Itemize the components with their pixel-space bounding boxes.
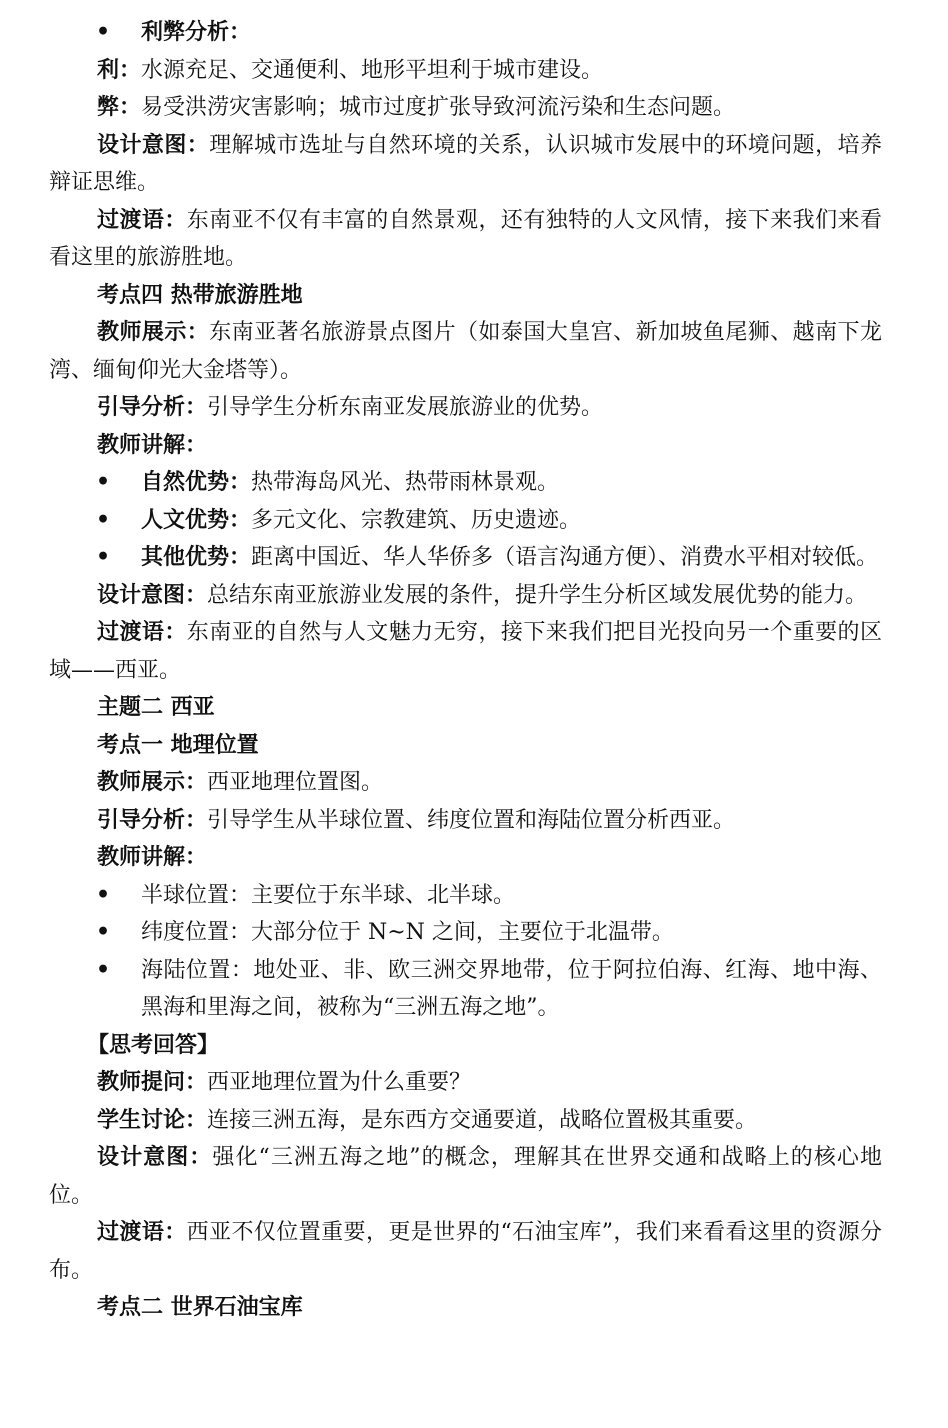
bullet-text: 多元文化、宗教建筑、历史遗迹。 [251,507,582,533]
bullet-label: 其他优势： [141,544,252,570]
para-text: 西亚地理位置为什么重要？ [207,1070,472,1095]
section-heading: 考点二 世界石油宝库 [97,1294,303,1320]
paragraph-pros [49,52,882,90]
bullet-cultural-advantage [49,502,882,540]
bullet-dot: • [96,506,111,533]
para-text: 东南亚不仅有丰富的自然景观，还有独特的人文风情，接下来我们来看看这里的旅游胜地。 [49,207,882,270]
paragraph-transition [49,614,882,689]
para-label: 利： [97,56,142,83]
bullet-text: 半球位置：主要位于东半球、北半球。 [141,882,516,908]
para-text: 总结东南亚旅游业发展的条件，提升学生分析区域发展优势的能力。 [207,582,868,608]
para-label: 学生讨论： [97,1106,208,1133]
bullet-natural-advantage [49,464,882,502]
paragraph-design-intent [49,127,882,202]
para-text: 理解城市选址与自然环境的关系，认识城市发展中的环境问题，培养辩证思维。 [49,132,882,195]
bullet-text: 海陆位置：地处亚、非、欧三洲交界地带，位于阿拉伯海、红海、地中海、黑海和里海之间，被称为“三洲五海之地”。 [141,957,882,1020]
paragraph-teacher-show [49,314,882,389]
paragraph-student-discussion [49,1102,882,1140]
paragraph-guided-analysis [49,802,882,840]
para-text: 西亚不仅位置重要，更是世界的“石油宝库”，我们来看看这里的资源分布。 [49,1220,882,1283]
para-label: 引导分析： [97,806,208,833]
para-text: 强化“三洲五海之地”的概念，理解其在世界交通和战略上的核心地位。 [49,1145,882,1208]
para-text: 连接三洲五海，是东西方交通要道，战略位置极其重要。 [207,1107,758,1133]
para-label: 过渡语： [97,206,187,233]
para-text: 东南亚著名旅游景点图片（如泰国大皇宫、新加坡鱼尾狮、越南下龙湾、缅甸仰光大金塔等）。 [49,320,882,383]
bullet-latitude-position [49,914,882,952]
paragraph-guided-analysis [49,389,882,427]
bullet-text: 距离中国近、华人华侨多（语言沟通方便）、消费水平相对较低。 [251,545,879,570]
bullet-text: 纬度位置：大部分位于 N~N 之间，主要位于北温带。 [141,920,674,945]
paragraph-teacher-question [49,1064,882,1102]
para-label: 设计意图： [97,581,208,608]
paragraph-teacher-explain [49,427,882,465]
bullet-dot: • [96,956,111,983]
paragraph-design-intent [49,577,882,615]
paragraph-transition [49,202,882,277]
para-text: 西亚地理位置图。 [207,770,384,795]
paragraph-transition [49,1214,882,1289]
think-answer-heading: 【思考回答】 [87,1031,220,1058]
bullet-dot: • [96,881,111,908]
paragraph-cons [49,89,882,127]
bullet-dot: • [96,19,111,45]
bullet-dot: • [96,919,111,945]
bullet-text: 热带海岛风光、热带雨林景观。 [251,470,560,495]
bullet-pros-cons [49,14,882,52]
paragraph-teacher-show [49,764,882,802]
paragraph-design-intent [49,1139,882,1214]
para-text: 引导学生从半球位置、纬度位置和海陆位置分析西亚。 [207,807,736,833]
bullet-label: 利弊分析： [141,19,252,45]
para-label: 设计意图： [97,1144,213,1170]
para-text: 易受洪涝灾害影响；城市过度扩张导致河流污染和生态问题。 [141,95,736,120]
paragraph-teacher-explain [49,839,882,877]
bullet-dot: • [96,469,111,495]
bullet-dot: • [96,544,111,570]
para-label: 教师讲解： [97,844,208,870]
section-heading: 考点一 地理位置 [97,731,259,758]
para-label: 教师讲解： [97,431,208,458]
para-text: 水源充足、交通便利、地形平坦利于城市建设。 [141,57,604,83]
para-label: 过渡语： [97,619,187,645]
bullet-hemisphere-position [49,877,882,915]
para-text: 引导学生分析东南亚发展旅游业的优势。 [207,395,604,420]
para-label: 教师提问： [97,1069,208,1095]
para-label: 弊： [97,94,142,120]
bullet-label: 自然优势： [141,469,252,495]
bullet-sea-land-position [49,952,882,1027]
para-label: 教师展示： [97,319,210,345]
section-heading: 考点四 热带旅游胜地 [97,281,303,308]
para-label: 教师展示： [97,769,208,795]
para-label: 过渡语： [97,1219,187,1245]
topic-heading: 主题二 西亚 [97,694,215,720]
bullet-label: 人文优势： [141,506,252,533]
para-label: 设计意图： [97,131,210,158]
para-text: 东南亚的自然与人文魅力无穷，接下来我们把目光投向另一个重要的区域——西亚。 [49,620,882,683]
bullet-other-advantage [49,539,882,577]
para-label: 引导分析： [97,394,208,420]
